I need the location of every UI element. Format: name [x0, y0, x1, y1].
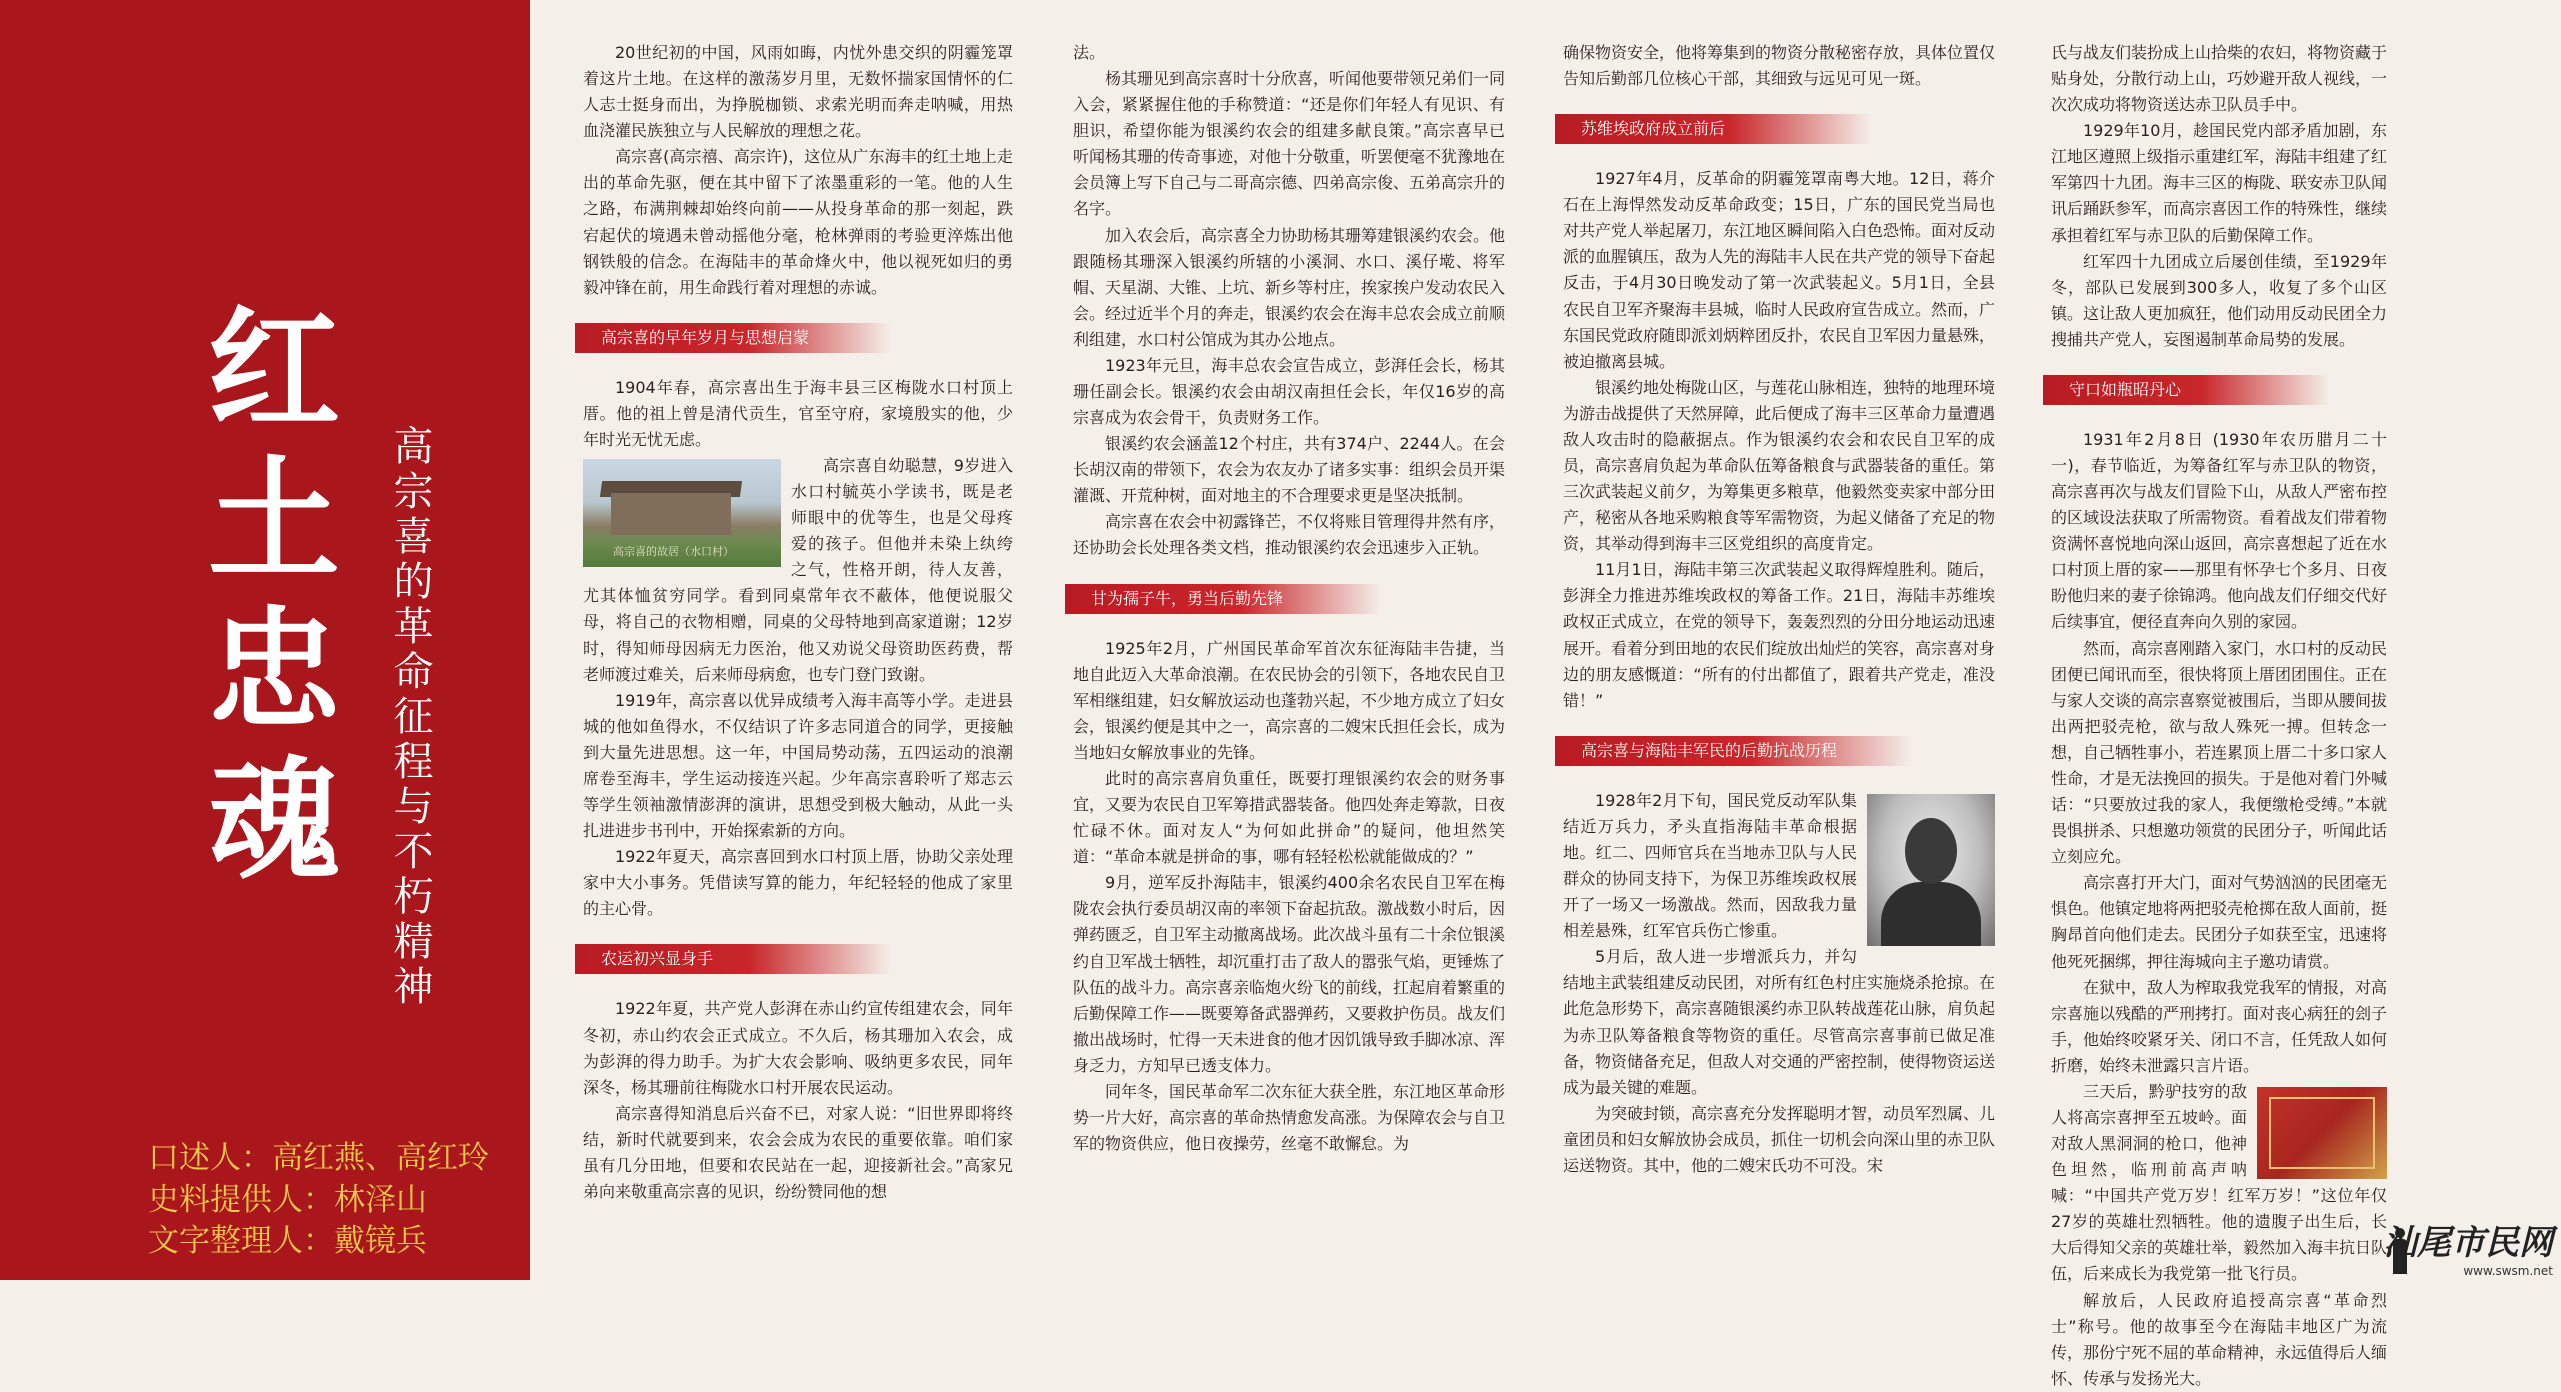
portrait-photo [1867, 794, 1995, 946]
former-residence-photo [583, 459, 781, 567]
paragraph: 1927年4月，反革命的阴霾笼罩南粤大地。12日，蒋介石在上海悍然发动反革命政变；15日，广东的国民党当局也对共产党人举起屠刀，东江地区瞬间陷入白色恐怖。面对反动派的血腥镇压，敌为人先的海陆丰人民在共产党的领导下奋起反击，于4月30日晚发动了第一次武装起义。5月1日，全县农民自卫军齐聚海丰县城，临时人民政府宣告成立。然而，广东国民党政府随即派刘炳粹团反扑，农民自卫军因力量悬殊，被迫撤离县城。 [1563, 169, 1996, 371]
paragraph: 确保物资安全，他将筹集到的物资分散秘密存放，具体位置仅告知后勤部几位核心干部，其细致与远见可见一斑。 [1563, 43, 1996, 89]
paragraph: 杨其珊见到高宗喜时十分欣喜，听闻他要带领兄弟们一同入会，紧紧握住他的手称赞道：“还是你们年轻人有见识、有胆识，希望你能为银溪约农会的组建多献良策。”高宗喜早已听闻杨其珊的传奇事迹，对他十分敬重，听罢便毫不犹豫地在会员簿上写下自己与二哥高宗德、四弟高宗俊、五弟高宗升的名字。 [1073, 69, 1506, 219]
section-heading-logistics: 甘为孺子牛，勇当后勤先锋 [1065, 584, 1381, 614]
paragraph: 高宗喜(高宗禧、高宗许)，这位从广东海丰的红土地上走出的革命先驱，便在其中留下了浓墨重彩的一笔。他的人生之路，布满荆棘却始终向前——从投身革命的那一刻起，跌宕起伏的境遇未曾动摇他分毫，枪林弹雨的考验更淬炼出他钢铁般的信念。在海陆丰的革命烽火中，他以视死如归的勇毅冲锋在前，用生命践行着对理想的赤诚。 [583, 147, 1013, 297]
watermark-logo-text: 汕尾市民网 [2383, 1223, 2553, 1263]
subtitle: 高宗喜的革命征程与不朽精神 [387, 425, 433, 1010]
photo-caption: 高宗喜的故居（水口村） [613, 545, 734, 559]
paragraph: 1904年春，高宗喜出生于海丰县三区梅陇水口村顶上厝。他的祖上曾是清代贡生，官至守府，家境殷实的他，少年时光无忧无虑。 [583, 377, 1013, 449]
paragraph: 11月1日，海陆丰第三次武装起义取得辉煌胜利。随后，彭湃全力推进苏维埃政权的筹备工作。21日，海陆丰苏维埃政权正式成立，在党的领导下，轰轰烈烈的分田分地运动迅速展开。看着分到田地的农民们绽放出灿烂的笑容，高宗喜对身边的朋友感慨道：“所有的付出都值了，跟着共产党走，准没错！” [1563, 560, 1996, 710]
section-heading-resistance: 高宗喜与海陆丰军民的后勤抗战历程 [1555, 736, 1911, 766]
paragraph: 为突破封锁，高宗喜充分发挥聪明才智，动员军烈属、儿童团员和妇女解放协会成员，抓住一切机会向深山里的赤卫队运送物资。其中，他的二嫂宋氏功不可没。宋 [1563, 1103, 1996, 1175]
paragraph: 同年冬，国民革命军二次东征大获全胜，东江地区革命形势一片大好，高宗喜的革命热情愈发高涨。为保障农会与自卫军的物资供应，他日夜操劳，丝毫不敢懈怠。为 [1073, 1081, 1506, 1154]
paragraph: 银溪约地处梅陇山区，与莲花山脉相连，独特的地理环境为游击战提供了天然屏障，此后便成了海丰三区革命力量遭遇敌人攻击时的隐蔽据点。作为银溪约农会和农民自卫军的成员，高宗喜肩负起为革命队伍筹备粮食与武器装备的重任。第三次武装起义前夕，为筹集更多粮草，他毅然变卖家中部分田产，秘密从各地采购粮食等军需物资，为起义储备了充足的物资，其举动得到海丰三区党组织的高度肯定。 [1563, 377, 1996, 554]
paragraph: 1925年2月，广州国民革命军首次东征海陆丰告捷，当地自此迈入大革命浪潮。在农民协会的引领下，各地农民自卫军相继组建，妇女解放运动也蓬勃兴起，不少地方成立了妇女会，银溪约便是其中之一，高宗喜的二嫂宋氏担任会长，成为当地妇女解放事业的先锋。 [1073, 638, 1506, 762]
paragraph: 红军四十九团成立后屡创佳绩，至1929年冬，部队已发展到300多人，收复了多个山区镇。这让敌人更加疯狂，他们动用反动民团全力搜捕共产党人，妄图遏制革命局势的发展。 [2051, 251, 2388, 349]
main-title: 红土忠魂 [185, 300, 340, 900]
section-heading-early-years: 高宗喜的早年岁月与思想启蒙 [575, 323, 891, 353]
paragraph: 高宗喜打开大门，面对气势汹汹的民团毫无惧色。他镇定地将两把驳壳枪掷在敌人面前，挺胸昂首向他们走去。民团分子如获至宝，迅速将他死死捆绑，押往海城向主子邀功请赏。 [2051, 873, 2388, 971]
paragraph: 高宗喜在农会中初露锋芒，不仅将账目管理得井然有序，还协助会长处理各类文档，推动银溪约农会迅速步入正轨。 [1073, 512, 1506, 558]
paragraph: 加入农会后，高宗喜全力协助杨其珊筹建银溪约农会。他跟随杨其珊深入银溪约所辖的小溪洞、水口、溪仔墘、将军帽、天星湖、大锥、上坑、新乡等村庄，挨家挨户发动农民入会。经过近半个月的奔走，银溪约农会在海丰总农会成立前顺利组建，水口村公馆成为其办公地点。 [1073, 225, 1506, 349]
paragraph: 高宗喜得知消息后兴奋不已，对家人说：“旧世界即将终结，新时代就要到来，农会会成为农民的重要依靠。咱们家虽有几分田地，但要和农民站在一起，迎接新社会。”高家兄弟向来敬重高宗喜的见识，纷纷赞同他的想 [583, 1103, 1013, 1201]
watermark-url: www.swsm.net [2463, 1264, 2553, 1278]
paragraph: 解放后，人民政府追授高宗喜“革命烈士”称号。他的故事至今在海陆丰地区广为流传，那份宁死不屈的革命精神，永远值得后人缅怀、传承与发扬光大。 [2051, 1290, 2388, 1388]
paragraph: 三天后，黔驴技穷的敌人将高宗喜押至五坡岭。面对敌人黑洞洞的枪口，他神色坦然，临刑前高声呐喊：“中国共产党万岁！红军万岁！”这位年仅27岁的英雄壮烈牺牲。他的遗腹子出生后，长大后得知父亲的英雄壮举，毅然加入海丰抗日队伍，后来成长为我党第一批飞行员。 [2051, 1081, 2388, 1284]
paragraph: 银溪约农会涵盖12个村庄，共有374户、2244人。在会长胡汉南的带领下，农会为农友办了诸多实事：组织会员开渠灌溉、开荒种树，面对地主的不合理要求更是坚决抵制。 [1073, 434, 1506, 506]
credit-provider: 史料提供人：林泽山 [148, 1181, 427, 1218]
paragraph: 1919年，高宗喜以优异成绩考入海丰高等小学。走进县城的他如鱼得水，不仅结识了许多志同道合的同学，更接触到大量先进思想。这一年，中国局势动荡，五四运动的浪潮席卷至海丰，学生运动接连兴起。少年高宗喜聆听了郑志云等学生领袖激情澎湃的演讲，思想受到极大触动，从此一头扎进进步书刊中，开始探索新的方向。 [583, 690, 1013, 841]
paragraph: 然而，高宗喜刚踏入家门，水口村的反动民团便已闻讯而至，很快将顶上厝团团围住。正在与家人交谈的高宗喜察觉被围后，当即从腰间拔出两把驳壳枪，欲与敌人殊死一搏。但转念一想，自己牺牲事小，若连累顶上厝二十多口家人性命，才是无法挽回的损失。于是他对着门外喊话：“只要放过我的家人，我便缴枪受缚。”本就畏惧拼杀、只想邀功领赏的民团分子，听闻此话立刻应允。 [2051, 638, 2388, 867]
paragraph: 法。 [1073, 43, 1106, 62]
section-heading-soviet: 苏维埃政府成立前后 [1555, 114, 1871, 144]
article-column-4 [2051, 40, 2388, 1388]
credit-editor: 文字整理人：戴镜兵 [148, 1223, 427, 1260]
paragraph: 氏与战友们装扮成上山拾柴的农妇，将物资藏于贴身处，分散行动上山，巧妙避开敌人视线，一次次成功将物资送达赤卫队员手中。 [2051, 43, 2388, 115]
martyr-certificate-photo [2257, 1087, 2387, 1179]
section-heading-peasant-movement: 农运初兴显身手 [575, 944, 891, 974]
article-column-2 [1073, 40, 1505, 1280]
paragraph: 9月，逆军反扑海陆丰，银溪约400余名农民自卫军在梅陇农会执行委员胡汉南的率领下奋起抗敌。激战数小时后，因弹药匮乏，自卫军主动撤离战场。此次战斗虽有二十余位银溪约自卫军战士牺牲，却沉重打击了敌人的嚣张气焰，更锤炼了队伍的战斗力。高宗喜亲临炮火纷飞的前线，扛起肩着繁重的后勤保障工作——既要筹备武器弹药，又要救护伤员。战友们撤出战场时，忙得一天未进食的他才因饥饿导致手脚冰凉、浑身乏力，方知早已透支体力。 [1073, 873, 1506, 1075]
paragraph: 1929年10月，趁国民党内部矛盾加剧，东江地区遵照上级指示重建红军，海陆丰组建了红军第四十九团。海丰三区的梅陇、联安赤卫队闻讯后踊跃参军，而高宗喜因工作的特殊性，继续承担着红军与赤卫队的后勤保障工作。 [2051, 121, 2388, 245]
section-heading-loyalty: 守口如瓶昭丹心 [2043, 375, 2329, 405]
credits [148, 1138, 489, 1263]
paragraph: 1923年元旦，海丰总农会宣告成立，彭湃任会长，杨其珊任副会长。银溪约农会由胡汉南担任会长，年仅16岁的高宗喜成为农会骨干，负责财务工作。 [1073, 355, 1505, 428]
site-watermark [2383, 1215, 2553, 1278]
paragraph: 此时的高宗喜肩负重任，既要打理银溪约农会的财务事宜，又要为农民自卫军筹措武器装备。他四处奔走筹款，日夜忙碌不休。面对友人“为何如此拼命”的疑问，他坦然笑道：“革命本就是拼命的事，哪有轻轻松松就能做成的？” [1073, 768, 1506, 867]
article-column-1 [583, 40, 1013, 1280]
paragraph: 在狱中，敌人为榨取我党我军的情报，对高宗喜施以残酷的严刑拷打。面对丧心病狂的刽子手，他始终咬紧牙关、闭口不言，任凭敌人如何折磨，始终未泄露只言片语。 [2051, 977, 2388, 1075]
paragraph: 高宗喜自幼聪慧，9岁进入水口村毓英小学读书，既是老师眼中的优等生，也是父母疼爱的孩子。但他并未染上纨绔之气，性格开朗，待人友善，尤其体恤贫穷同学。看到同桌常年衣不蔽体，他便说服父母，将自己的衣物相赠，同桌的父母特地到高家道谢；12岁时，得知师母因病无力医治，他又劝说父母资助医药费，帮老师渡过难关，后来师母病愈，也专门登门致谢。 [583, 456, 1013, 684]
title-sidebar [0, 0, 530, 1280]
credit-narrator: 口述人：高红燕、高红玲 [148, 1140, 489, 1176]
paragraph: 1928年2月下旬，国民党反动军队集结近万兵力，矛头直指海陆丰革命根据地。红二、四师官兵在当地赤卫队与人民群众的协同支持下，为保卫苏维埃政权展开了一场又一场激战。然而，因敌我力量相差悬殊，红军官兵伤亡惨重。 [1563, 790, 1857, 941]
paragraph: 1922年夏，共产党人彭湃在赤山约宣传组建农会，同年冬初，赤山约农会正式成立。不久后，杨其珊加入农会，成为彭湃的得力助手。为扩大农会影响、吸纳更多农民，同年深冬，杨其珊前往梅陇水口村开展农民运动。 [583, 999, 1013, 1097]
paragraph: 1931年2月8日 (1930年农历腊月二十一)，春节临近，为筹备红军与赤卫队的物资，高宗喜再次与战友们冒险下山，从敌人严密布控的区域设法获取了所需物资。看着战友们带着物资满怀喜悦地向深山返回，高宗喜想起了近在水口村顶上厝的家——那里有怀孕七个多月、日夜盼他归来的妻子徐锦鸿。他向战友们仔细交代好后续事宜，便径直奔向久别的家园。 [2051, 429, 2388, 632]
article-body [583, 0, 2403, 1388]
paragraph: 20世纪初的中国，风雨如晦，内忧外患交织的阴霾笼罩着这片土地。在这样的激荡岁月里，无数怀揣家国情怀的仁人志士挺身而出，为挣脱枷锁、求索光明而奔走呐喊，用热血浇灌民族独立与人民解放的理想之花。 [583, 43, 1013, 141]
paragraph: 5月后，敌人进一步增派兵力，并勾结地主武装组建反动民团，对所有红色村庄实施烧杀抢掠。在此危急形势下，高宗喜随银溪约赤卫队转战莲花山脉，肩负起为赤卫队筹备粮食等物资的重任。尽管高宗喜事前已做足准备，物资储备充足，但敌人对交通的严密控制，使得物资运送成为最关键的难题。 [1563, 947, 1996, 1097]
article-column-3 [1563, 40, 1995, 1280]
paragraph: 1922年夏天，高宗喜回到水口村顶上厝，协助父亲处理家中大小事务。凭借读写算的能力，年纪轻轻的他成了家里的主心骨。 [583, 847, 1013, 919]
